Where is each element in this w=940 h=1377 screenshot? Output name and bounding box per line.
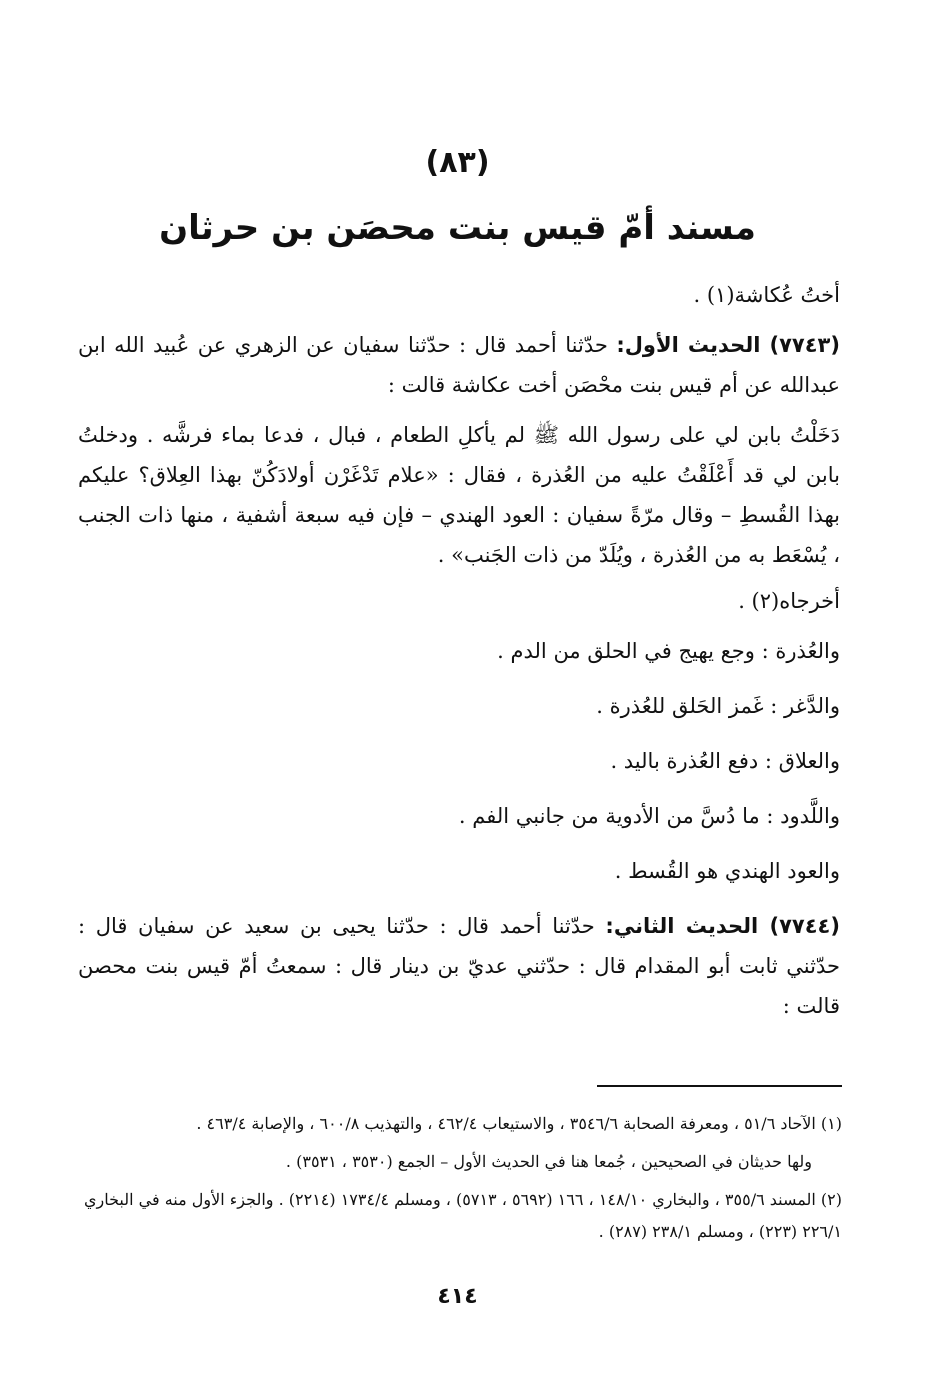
glossary-item: والدَّغر : غَمز الحَلق للعُذرة . — [596, 694, 840, 718]
hadith-7743 — [78, 325, 840, 405]
subtitle-line: أختُ عُكاشة(١) . — [693, 283, 840, 307]
hadith-7744-label: (٧٧٤٤) الحديث الثاني: — [605, 914, 840, 938]
page-number: ٤١٤ — [437, 1284, 478, 1309]
footnote-separator — [597, 1085, 842, 1087]
hadith-7743-matn: دَخَلْتُ بابن لي على رسول الله ﷺ لم يأكلِ الطعام ، فبال ، فدعا بماء فرشَّه . ودخلتُ بابن لي قد أَعْلَقْتُ عليه من العُذرة ، فقال : «علام تَدْغَرْن أولادَكُنّ بهذا العِلاق؟ عليكم بهذا القُسطِ – وقال مرّةً سفيان : العود الهندي – فإن فيه سبعة أشفية ، منها ذات الجنب ، يُسْعَط به من العُذرة ، ويُلَدّ من ذات الجَنب» . — [78, 423, 840, 567]
hadith-7744 — [78, 906, 840, 1026]
footnote-1-continuation: ولها حديثان في الصحيحين ، جُمعا هنا في الحديث الأول – الجمع (٣٥٣٠ ، ٣٥٣١) . — [285, 1152, 812, 1171]
chapter-title: مسند أمّ قيس بنت محصَن بن حرثان — [159, 208, 756, 248]
footnote-2: (٢) المسند ٣٥٥/٦ ، والبخاري ١٤٨/١٠ ، ١٦٦ (٥٦٩٢ ، ٥٧١٣) ، ومسلم ١٧٣٤/٤ (٢٢١٤) . والجزء الأول منه في البخاري ٢٢٦/١ (٢٢٣) ، ومسلم ٢٣٨/١ (٢٨٧) . — [83, 1190, 842, 1241]
chapter-number: (٨٣) — [425, 145, 490, 180]
takhrij-line: أخرجاه(٢) . — [738, 589, 840, 613]
footnotes — [78, 1108, 842, 1254]
glossary-item: واللَّدود : ما دُسَّ من الأدوية من جانبي الفم . — [458, 804, 840, 828]
hadith-7743-isnad: حدّثنا أحمد قال : حدّثنا سفيان عن الزهري عن عُبيد الله ابن عبدالله عن أم قيس بنت محْصَن أخت عكاشة قالت : — [78, 333, 840, 397]
glossary-item: والعلاق : دفع العُذرة باليد . — [610, 749, 840, 773]
glossary-item: والعود الهندي هو القُسط . — [614, 859, 840, 883]
hadith-7744-isnad: حدّثنا أحمد قال : حدّثنا يحيى بن سعيد عن سفيان قال : حدّثني ثابت أبو المقدام قال : حدّثني عديّ بن دينار قال : سمعتُ أمّ قيس بنت محصن قالت : — [78, 914, 840, 1018]
footnote-1: (١) الآحاد ٥١/٦ ، ومعرفة الصحابة ٣٥٤٦/٦ ، والاستيعاب ٤٦٢/٤ ، والتهذيب ٦٠٠/٨ ، والإصابة ٤٦٣/٤ . — [196, 1114, 842, 1133]
hadith-7743-label: (٧٧٤٣) الحديث الأول: — [616, 333, 840, 357]
main-text — [78, 275, 840, 1036]
glossary-item: والعُذرة : وجع يهيج في الحلق من الدم . — [497, 639, 840, 663]
